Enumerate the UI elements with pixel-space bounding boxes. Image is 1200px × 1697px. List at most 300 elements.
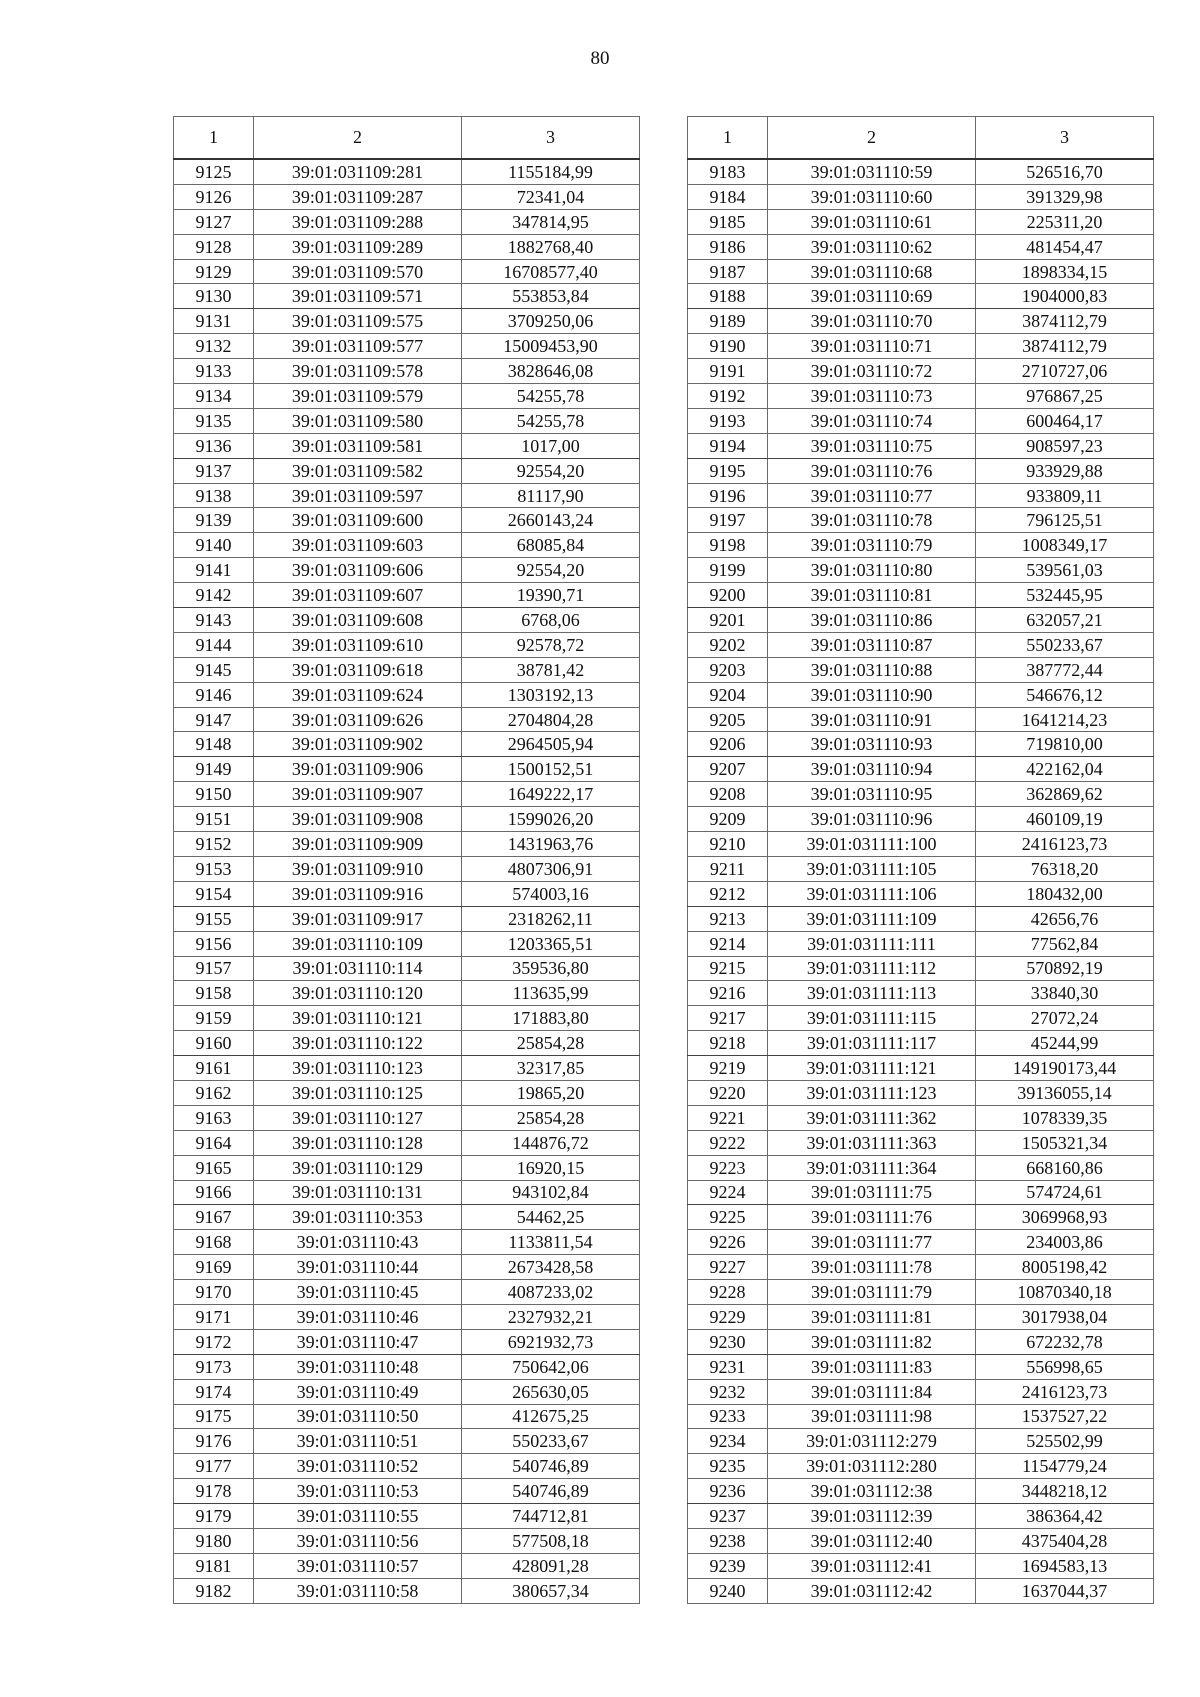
cadastral-number-cell: 39:01:031110:80: [768, 558, 976, 583]
value-cell: 1537527,22: [976, 1404, 1154, 1429]
value-cell: 1133811,54: [462, 1230, 640, 1255]
value-cell: 8005198,42: [976, 1255, 1154, 1280]
row-number-cell: 9222: [688, 1130, 768, 1155]
row-number-cell: 9216: [688, 981, 768, 1006]
value-cell: 92554,20: [462, 558, 640, 583]
row-number-cell: 9135: [174, 408, 254, 433]
cadastral-number-cell: 39:01:031109:610: [254, 632, 462, 657]
row-number-cell: 9168: [174, 1230, 254, 1255]
cadastral-number-cell: 39:01:031112:38: [768, 1479, 976, 1504]
cadastral-number-cell: 39:01:031109:577: [254, 334, 462, 359]
cadastral-number-cell: 39:01:031111:82: [768, 1329, 976, 1354]
table-row: [688, 209, 1154, 234]
table-row: [174, 906, 640, 931]
cadastral-number-cell: 39:01:031110:81: [768, 583, 976, 608]
cadastral-number-cell: 39:01:031109:906: [254, 757, 462, 782]
value-cell: 10870340,18: [976, 1280, 1154, 1305]
value-cell: 540746,89: [462, 1479, 640, 1504]
table-row: [688, 1479, 1154, 1504]
row-number-cell: 9127: [174, 209, 254, 234]
cadastral-number-cell: 39:01:031111:77: [768, 1230, 976, 1255]
cadastral-number-cell: 39:01:031110:93: [768, 732, 976, 757]
cadastral-number-cell: 39:01:031111:111: [768, 931, 976, 956]
row-number-cell: 9196: [688, 483, 768, 508]
cadastral-number-cell: 39:01:031110:96: [768, 807, 976, 832]
row-number-cell: 9212: [688, 881, 768, 906]
table-row: [688, 1031, 1154, 1056]
row-number-cell: 9206: [688, 732, 768, 757]
value-cell: 234003,86: [976, 1230, 1154, 1255]
table-row: [174, 359, 640, 384]
value-cell: 577508,18: [462, 1528, 640, 1553]
cadastral-number-cell: 39:01:031109:287: [254, 184, 462, 209]
value-cell: 380657,34: [462, 1578, 640, 1603]
cadastral-number-cell: 39:01:031112:279: [768, 1429, 976, 1454]
cadastral-number-cell: 39:01:031110:79: [768, 533, 976, 558]
row-number-cell: 9179: [174, 1504, 254, 1529]
row-number-cell: 9165: [174, 1155, 254, 1180]
row-number-cell: 9235: [688, 1454, 768, 1479]
row-number-cell: 9147: [174, 707, 254, 732]
value-cell: 481454,47: [976, 234, 1154, 259]
table-row: [688, 931, 1154, 956]
value-cell: 1882768,40: [462, 234, 640, 259]
row-number-cell: 9130: [174, 284, 254, 309]
table-row: [688, 1280, 1154, 1305]
cadastral-number-cell: 39:01:031110:122: [254, 1031, 462, 1056]
row-number-cell: 9128: [174, 234, 254, 259]
value-cell: 4807306,91: [462, 856, 640, 881]
cadastral-number-cell: 39:01:031109:618: [254, 657, 462, 682]
row-number-cell: 9190: [688, 334, 768, 359]
row-number-cell: 9174: [174, 1379, 254, 1404]
row-number-cell: 9194: [688, 433, 768, 458]
table-row: [688, 1578, 1154, 1603]
row-number-cell: 9140: [174, 533, 254, 558]
cadastral-number-cell: 39:01:031109:578: [254, 359, 462, 384]
column-header-1: 1: [688, 117, 768, 160]
row-number-cell: 9200: [688, 583, 768, 608]
table-row: [688, 483, 1154, 508]
row-number-cell: 9237: [688, 1504, 768, 1529]
cadastral-number-cell: 39:01:031110:72: [768, 359, 976, 384]
table-row: [174, 782, 640, 807]
table-row: [688, 1180, 1154, 1205]
table-header-row: [688, 117, 1154, 160]
table-row: [174, 583, 640, 608]
cadastral-number-cell: 39:01:031111:98: [768, 1404, 976, 1429]
row-number-cell: 9186: [688, 234, 768, 259]
table-row: [174, 508, 640, 533]
table-row: [688, 1354, 1154, 1379]
cadastral-number-cell: 39:01:031111:79: [768, 1280, 976, 1305]
table-row: [174, 981, 640, 1006]
row-number-cell: 9239: [688, 1553, 768, 1578]
value-cell: 347814,95: [462, 209, 640, 234]
cadastral-number-cell: 39:01:031110:127: [254, 1105, 462, 1130]
table-row: [688, 583, 1154, 608]
cadastral-number-cell: 39:01:031110:57: [254, 1553, 462, 1578]
value-cell: 1303192,13: [462, 682, 640, 707]
value-cell: 744712,81: [462, 1504, 640, 1529]
cadastral-number-cell: 39:01:031111:109: [768, 906, 976, 931]
row-number-cell: 9193: [688, 408, 768, 433]
value-cell: 719810,00: [976, 732, 1154, 757]
table-row: [174, 1504, 640, 1529]
table-row: [174, 1080, 640, 1105]
cadastral-number-cell: 39:01:031110:123: [254, 1056, 462, 1081]
cadastral-number-cell: 39:01:031110:75: [768, 433, 976, 458]
table-row: [688, 1130, 1154, 1155]
cadastral-number-cell: 39:01:031109:281: [254, 159, 462, 184]
cadastral-number-cell: 39:01:031109:600: [254, 508, 462, 533]
row-number-cell: 9152: [174, 832, 254, 857]
table-row: [688, 657, 1154, 682]
cadastral-number-cell: 39:01:031110:48: [254, 1354, 462, 1379]
table-row: [688, 309, 1154, 334]
table-row: [174, 682, 640, 707]
row-number-cell: 9236: [688, 1479, 768, 1504]
cadastral-number-cell: 39:01:031110:131: [254, 1180, 462, 1205]
table-row: [174, 1578, 640, 1603]
value-cell: 45244,99: [976, 1031, 1154, 1056]
row-number-cell: 9189: [688, 309, 768, 334]
table-row: [688, 1230, 1154, 1255]
cadastral-number-cell: 39:01:031110:95: [768, 782, 976, 807]
value-cell: 2318262,11: [462, 906, 640, 931]
value-cell: 113635,99: [462, 981, 640, 1006]
row-number-cell: 9219: [688, 1056, 768, 1081]
row-number-cell: 9183: [688, 159, 768, 184]
cadastral-number-cell: 39:01:031111:100: [768, 832, 976, 857]
value-cell: 976867,25: [976, 384, 1154, 409]
row-number-cell: 9188: [688, 284, 768, 309]
row-number-cell: 9187: [688, 259, 768, 284]
value-cell: 556998,65: [976, 1354, 1154, 1379]
table-row: [688, 1205, 1154, 1230]
table-row: [688, 807, 1154, 832]
value-cell: 6921932,73: [462, 1329, 640, 1354]
row-number-cell: 9158: [174, 981, 254, 1006]
table-row: [174, 159, 640, 184]
value-cell: 1505321,34: [976, 1130, 1154, 1155]
row-number-cell: 9221: [688, 1105, 768, 1130]
table-row: [688, 682, 1154, 707]
row-number-cell: 9134: [174, 384, 254, 409]
table-row: [688, 384, 1154, 409]
table-row: [174, 1429, 640, 1454]
cadastral-number-cell: 39:01:031110:62: [768, 234, 976, 259]
table-row: [688, 856, 1154, 881]
cadastral-number-cell: 39:01:031109:597: [254, 483, 462, 508]
table-row: [174, 259, 640, 284]
cadastral-number-cell: 39:01:031110:109: [254, 931, 462, 956]
row-number-cell: 9184: [688, 184, 768, 209]
table-row: [174, 1479, 640, 1504]
value-cell: 1017,00: [462, 433, 640, 458]
row-number-cell: 9159: [174, 1006, 254, 1031]
cadastral-number-cell: 39:01:031111:363: [768, 1130, 976, 1155]
value-cell: 908597,23: [976, 433, 1154, 458]
row-number-cell: 9203: [688, 657, 768, 682]
row-number-cell: 9154: [174, 881, 254, 906]
cadastral-number-cell: 39:01:031110:47: [254, 1329, 462, 1354]
value-cell: 1898334,15: [976, 259, 1154, 284]
value-cell: 362869,62: [976, 782, 1154, 807]
cadastral-number-cell: 39:01:031110:121: [254, 1006, 462, 1031]
cadastral-number-cell: 39:01:031110:353: [254, 1205, 462, 1230]
value-cell: 225311,20: [976, 209, 1154, 234]
cadastral-number-cell: 39:01:031110:128: [254, 1130, 462, 1155]
value-cell: 540746,89: [462, 1454, 640, 1479]
row-number-cell: 9223: [688, 1155, 768, 1180]
value-cell: 54255,78: [462, 384, 640, 409]
cadastral-number-cell: 39:01:031109:581: [254, 433, 462, 458]
value-cell: 92578,72: [462, 632, 640, 657]
value-cell: 539561,03: [976, 558, 1154, 583]
table-row: [174, 458, 640, 483]
value-cell: 77562,84: [976, 931, 1154, 956]
table-row: [174, 1528, 640, 1553]
table-row: [174, 1354, 640, 1379]
table-row: [174, 408, 640, 433]
cadastral-number-cell: 39:01:031111:78: [768, 1255, 976, 1280]
cadastral-number-cell: 39:01:031110:61: [768, 209, 976, 234]
cadastral-number-cell: 39:01:031109:902: [254, 732, 462, 757]
table-row: [174, 284, 640, 309]
column-header-1: 1: [174, 117, 254, 160]
cadastral-number-cell: 39:01:031110:94: [768, 757, 976, 782]
cadastral-number-cell: 39:01:031110:91: [768, 707, 976, 732]
value-cell: 16708577,40: [462, 259, 640, 284]
value-cell: 933809,11: [976, 483, 1154, 508]
cadastral-number-cell: 39:01:031110:43: [254, 1230, 462, 1255]
cadastral-number-cell: 39:01:031112:42: [768, 1578, 976, 1603]
row-number-cell: 9163: [174, 1105, 254, 1130]
table-row: [688, 832, 1154, 857]
value-cell: 54462,25: [462, 1205, 640, 1230]
cadastral-number-cell: 39:01:031110:69: [768, 284, 976, 309]
row-number-cell: 9240: [688, 1578, 768, 1603]
table-row: [688, 1105, 1154, 1130]
value-cell: 668160,86: [976, 1155, 1154, 1180]
value-cell: 81117,90: [462, 483, 640, 508]
value-cell: 3448218,12: [976, 1479, 1154, 1504]
row-number-cell: 9224: [688, 1180, 768, 1205]
value-cell: 546676,12: [976, 682, 1154, 707]
value-cell: 3828646,08: [462, 359, 640, 384]
cadastral-number-cell: 39:01:031109:907: [254, 782, 462, 807]
value-cell: 460109,19: [976, 807, 1154, 832]
value-cell: 2416123,73: [976, 832, 1154, 857]
row-number-cell: 9141: [174, 558, 254, 583]
cadastral-number-cell: 39:01:031110:125: [254, 1080, 462, 1105]
value-cell: 386364,42: [976, 1504, 1154, 1529]
cadastral-number-cell: 39:01:031109:575: [254, 309, 462, 334]
table-row: [688, 1454, 1154, 1479]
row-number-cell: 9178: [174, 1479, 254, 1504]
row-number-cell: 9213: [688, 906, 768, 931]
value-cell: 4375404,28: [976, 1528, 1154, 1553]
cadastral-number-cell: 39:01:031111:83: [768, 1354, 976, 1379]
row-number-cell: 9143: [174, 608, 254, 633]
table-row: [688, 1304, 1154, 1329]
row-number-cell: 9129: [174, 259, 254, 284]
row-number-cell: 9209: [688, 807, 768, 832]
cadastral-number-cell: 39:01:031109:579: [254, 384, 462, 409]
row-number-cell: 9157: [174, 956, 254, 981]
table-row: [688, 1528, 1154, 1553]
value-cell: 3069968,93: [976, 1205, 1154, 1230]
row-number-cell: 9173: [174, 1354, 254, 1379]
cadastral-number-cell: 39:01:031110:120: [254, 981, 462, 1006]
row-number-cell: 9208: [688, 782, 768, 807]
table-row: [688, 1329, 1154, 1354]
value-cell: 3709250,06: [462, 309, 640, 334]
value-cell: 672232,78: [976, 1329, 1154, 1354]
value-cell: 933929,88: [976, 458, 1154, 483]
row-number-cell: 9150: [174, 782, 254, 807]
cadastral-number-cell: 39:01:031110:44: [254, 1255, 462, 1280]
cadastral-number-cell: 39:01:031110:114: [254, 956, 462, 981]
row-number-cell: 9204: [688, 682, 768, 707]
table-row: [688, 757, 1154, 782]
table-row: [174, 209, 640, 234]
row-number-cell: 9228: [688, 1280, 768, 1305]
column-header-2: 2: [254, 117, 462, 160]
table-row: [174, 1155, 640, 1180]
value-cell: 1154779,24: [976, 1454, 1154, 1479]
cadastral-number-cell: 39:01:031111:123: [768, 1080, 976, 1105]
row-number-cell: 9146: [174, 682, 254, 707]
value-cell: 943102,84: [462, 1180, 640, 1205]
row-number-cell: 9202: [688, 632, 768, 657]
table-row: [174, 856, 640, 881]
row-number-cell: 9225: [688, 1205, 768, 1230]
value-cell: 72341,04: [462, 184, 640, 209]
row-number-cell: 9144: [174, 632, 254, 657]
table-row: [174, 956, 640, 981]
value-cell: 1008349,17: [976, 533, 1154, 558]
value-cell: 54255,78: [462, 408, 640, 433]
cadastral-number-cell: 39:01:031110:70: [768, 309, 976, 334]
row-number-cell: 9180: [174, 1528, 254, 1553]
table-row: [688, 408, 1154, 433]
cadastral-number-cell: 39:01:031110:52: [254, 1454, 462, 1479]
value-cell: 1904000,83: [976, 284, 1154, 309]
row-number-cell: 9126: [174, 184, 254, 209]
table-row: [688, 1404, 1154, 1429]
table-row: [174, 632, 640, 657]
value-cell: 600464,17: [976, 408, 1154, 433]
row-number-cell: 9232: [688, 1379, 768, 1404]
value-cell: 39136055,14: [976, 1080, 1154, 1105]
cadastral-number-cell: 39:01:031109:916: [254, 881, 462, 906]
table-row: [688, 558, 1154, 583]
cadastral-number-cell: 39:01:031109:909: [254, 832, 462, 857]
table-body-right: [688, 159, 1154, 1603]
value-cell: 2964505,94: [462, 732, 640, 757]
value-cell: 525502,99: [976, 1429, 1154, 1454]
cadastral-number-cell: 39:01:031110:76: [768, 458, 976, 483]
cadastral-number-cell: 39:01:031111:105: [768, 856, 976, 881]
cadastral-number-cell: 39:01:031110:88: [768, 657, 976, 682]
value-cell: 3017938,04: [976, 1304, 1154, 1329]
cadastral-number-cell: 39:01:031111:76: [768, 1205, 976, 1230]
row-number-cell: 9172: [174, 1329, 254, 1354]
column-header-3: 3: [976, 117, 1154, 160]
value-cell: 1637044,37: [976, 1578, 1154, 1603]
value-cell: 19390,71: [462, 583, 640, 608]
table-row: [174, 881, 640, 906]
value-cell: 428091,28: [462, 1553, 640, 1578]
row-number-cell: 9215: [688, 956, 768, 981]
value-cell: 2704804,28: [462, 707, 640, 732]
row-number-cell: 9137: [174, 458, 254, 483]
cadastral-number-cell: 39:01:031111:115: [768, 1006, 976, 1031]
row-number-cell: 9191: [688, 359, 768, 384]
row-number-cell: 9234: [688, 1429, 768, 1454]
value-cell: 33840,30: [976, 981, 1154, 1006]
value-cell: 42656,76: [976, 906, 1154, 931]
row-number-cell: 9211: [688, 856, 768, 881]
row-number-cell: 9151: [174, 807, 254, 832]
table-row: [688, 1504, 1154, 1529]
row-number-cell: 9227: [688, 1255, 768, 1280]
row-number-cell: 9197: [688, 508, 768, 533]
table-row: [688, 981, 1154, 1006]
value-cell: 750642,06: [462, 1354, 640, 1379]
value-cell: 1500152,51: [462, 757, 640, 782]
table-row: [174, 1379, 640, 1404]
table-row: [688, 1379, 1154, 1404]
row-number-cell: 9217: [688, 1006, 768, 1031]
value-cell: 180432,00: [976, 881, 1154, 906]
value-cell: 3874112,79: [976, 334, 1154, 359]
value-cell: 2327932,21: [462, 1304, 640, 1329]
row-number-cell: 9210: [688, 832, 768, 857]
table-row: [174, 1230, 640, 1255]
cadastral-number-cell: 39:01:031110:87: [768, 632, 976, 657]
value-cell: 1694583,13: [976, 1553, 1154, 1578]
table-row: [688, 782, 1154, 807]
value-cell: 574003,16: [462, 881, 640, 906]
row-number-cell: 9229: [688, 1304, 768, 1329]
row-number-cell: 9176: [174, 1429, 254, 1454]
table-row: [688, 608, 1154, 633]
value-cell: 3874112,79: [976, 309, 1154, 334]
value-cell: 2416123,73: [976, 1379, 1154, 1404]
cadastral-number-cell: 39:01:031110:51: [254, 1429, 462, 1454]
cadastral-number-cell: 39:01:031111:106: [768, 881, 976, 906]
table-row: [174, 1006, 640, 1031]
table-header-row: [174, 117, 640, 160]
value-cell: 526516,70: [976, 159, 1154, 184]
table-row: [174, 1130, 640, 1155]
row-number-cell: 9231: [688, 1354, 768, 1379]
row-number-cell: 9207: [688, 757, 768, 782]
table-row: [174, 832, 640, 857]
table-row: [174, 1205, 640, 1230]
column-header-3: 3: [462, 117, 640, 160]
cadastral-number-cell: 39:01:031110:46: [254, 1304, 462, 1329]
table-row: [174, 657, 640, 682]
table-row: [174, 732, 640, 757]
table-row: [174, 558, 640, 583]
cadastral-number-cell: 39:01:031109:908: [254, 807, 462, 832]
value-cell: 387772,44: [976, 657, 1154, 682]
cadastral-number-cell: 39:01:031109:626: [254, 707, 462, 732]
